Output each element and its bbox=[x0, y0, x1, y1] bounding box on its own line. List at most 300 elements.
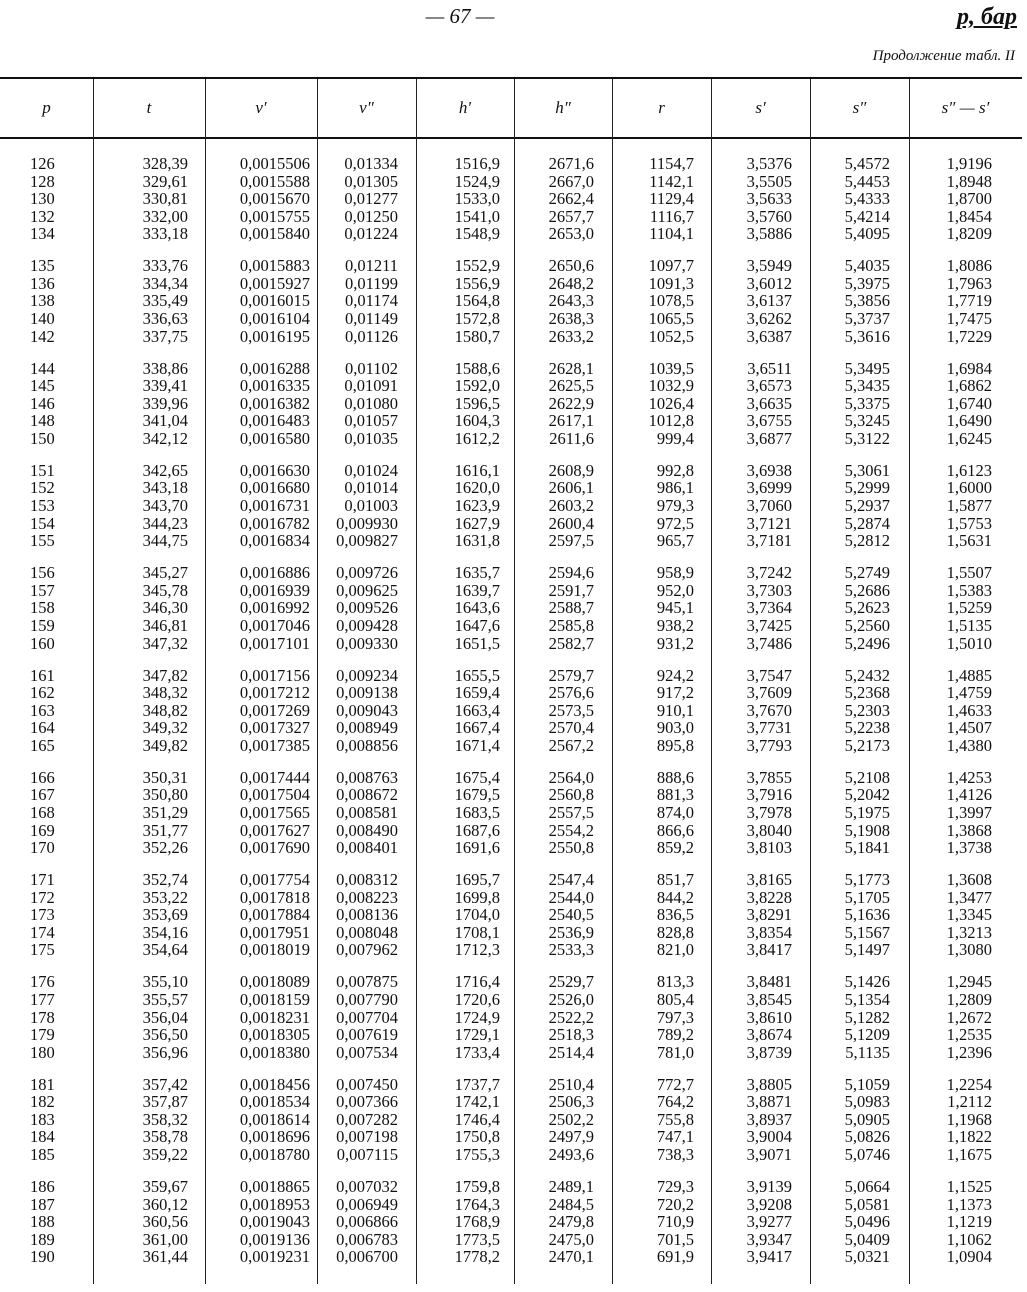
cell-s2-column bbox=[822, 1076, 890, 1164]
cell-s1-column bbox=[722, 1178, 792, 1266]
cell-h1: 1651,5 bbox=[454, 633, 500, 653]
cell-s2: 5,2623 bbox=[844, 598, 890, 618]
cell-h2: 2540,5 bbox=[548, 905, 594, 925]
cell-s2-column bbox=[822, 155, 890, 243]
cell-h1-column bbox=[428, 462, 500, 550]
cell-r: 992,8 bbox=[656, 460, 694, 480]
cell-h2: 2475,0 bbox=[548, 1229, 594, 1249]
cell-ds: 1,6245 bbox=[946, 428, 992, 448]
cell-s2: 5,1059 bbox=[844, 1074, 890, 1094]
cell-r: 965,7 bbox=[656, 531, 694, 551]
cell-r: 1052,5 bbox=[648, 326, 694, 346]
cell-r: 895,8 bbox=[656, 735, 694, 755]
cell-r: 755,8 bbox=[656, 1109, 694, 1129]
cell-v1: 0,0015927 bbox=[239, 273, 310, 293]
cell-ds: 1,6984 bbox=[946, 358, 992, 378]
cell-t: 352,74 bbox=[142, 870, 188, 890]
cell-s1: 3,9417 bbox=[746, 1247, 792, 1267]
cell-s2: 5,3616 bbox=[844, 326, 890, 346]
cell-p: 159 bbox=[30, 615, 55, 635]
cell-r: 764,2 bbox=[656, 1092, 694, 1112]
cell-r: 1039,5 bbox=[648, 358, 694, 378]
cell-s1: 3,8354 bbox=[746, 922, 792, 942]
cell-h2: 2567,2 bbox=[548, 735, 594, 755]
cell-h2-column bbox=[526, 155, 594, 243]
cell-v2: 0,009726 bbox=[336, 563, 398, 583]
cell-v1: 0,0017565 bbox=[239, 802, 310, 822]
cell-h2: 2576,6 bbox=[548, 683, 594, 703]
cell-ds: 1,0904 bbox=[946, 1247, 992, 1267]
cell-v2: 0,008949 bbox=[336, 718, 398, 738]
cell-v1: 0,0016335 bbox=[239, 376, 310, 396]
cell-s1: 3,6387 bbox=[746, 326, 792, 346]
cell-s1: 3,7731 bbox=[746, 718, 792, 738]
cell-v2: 0,007282 bbox=[336, 1109, 398, 1129]
cell-t: 350,80 bbox=[142, 785, 188, 805]
cell-h1: 1635,7 bbox=[454, 563, 500, 583]
cell-ds: 1,4759 bbox=[946, 683, 992, 703]
cell-v1: 0,0017046 bbox=[239, 615, 310, 635]
cell-p: 182 bbox=[30, 1092, 55, 1112]
column-divider bbox=[416, 79, 417, 1284]
cell-h1: 1627,9 bbox=[454, 513, 500, 533]
column-divider bbox=[93, 79, 94, 1284]
header-v2: v″ bbox=[359, 98, 374, 117]
cell-h1: 1733,4 bbox=[454, 1042, 500, 1062]
cell-t: 347,82 bbox=[142, 665, 188, 685]
cell-s1-column bbox=[722, 462, 792, 550]
cell-s2: 5,0983 bbox=[844, 1092, 890, 1112]
cell-t-column bbox=[110, 360, 188, 448]
cell-h1: 1663,4 bbox=[454, 700, 500, 720]
cell-v2-column bbox=[322, 462, 398, 550]
cell-p: 163 bbox=[30, 700, 55, 720]
cell-p: 185 bbox=[30, 1145, 55, 1165]
header-r: r bbox=[658, 98, 665, 117]
cell-t: 342,65 bbox=[142, 460, 188, 480]
cell-t: 335,49 bbox=[142, 291, 188, 311]
cell-ds: 1,7229 bbox=[946, 326, 992, 346]
cell-p: 138 bbox=[30, 291, 55, 311]
cell-ds: 1,1219 bbox=[946, 1212, 992, 1232]
cell-h2: 2560,8 bbox=[548, 785, 594, 805]
cell-p: 144 bbox=[30, 358, 55, 378]
cell-h1: 1679,5 bbox=[454, 785, 500, 805]
cell-v2: 0,007619 bbox=[336, 1025, 398, 1045]
cell-v1: 0,0017504 bbox=[239, 785, 310, 805]
cell-ds: 1,1822 bbox=[946, 1127, 992, 1147]
cell-s1: 3,7670 bbox=[746, 700, 792, 720]
cell-v1: 0,0018953 bbox=[239, 1194, 310, 1214]
cell-ds: 1,2945 bbox=[946, 972, 992, 992]
cell-s1-column bbox=[722, 871, 792, 959]
column-divider bbox=[909, 79, 910, 1284]
cell-t: 337,75 bbox=[142, 326, 188, 346]
cell-s1: 3,6137 bbox=[746, 291, 792, 311]
cell-h1: 1683,5 bbox=[454, 802, 500, 822]
cell-s2: 5,2042 bbox=[844, 785, 890, 805]
cell-h1: 1768,9 bbox=[454, 1212, 500, 1232]
cell-v1: 0,0018089 bbox=[239, 972, 310, 992]
cell-h2: 2653,0 bbox=[548, 224, 594, 244]
cell-s2: 5,1636 bbox=[844, 905, 890, 925]
cell-v2: 0,01035 bbox=[344, 428, 398, 448]
cell-t: 360,56 bbox=[142, 1212, 188, 1232]
cell-h2-column bbox=[526, 871, 594, 959]
cell-p-column bbox=[30, 462, 60, 550]
cell-v1: 0,0018231 bbox=[239, 1007, 310, 1027]
cell-h2: 2518,3 bbox=[548, 1025, 594, 1045]
cell-s1: 3,8165 bbox=[746, 870, 792, 890]
cell-s1: 3,8674 bbox=[746, 1025, 792, 1045]
cell-ds: 1,4253 bbox=[946, 767, 992, 787]
cell-h1: 1729,1 bbox=[454, 1025, 500, 1045]
cell-v1: 0,0018456 bbox=[239, 1074, 310, 1094]
cell-v2-column bbox=[322, 667, 398, 755]
cell-s2: 5,4333 bbox=[844, 189, 890, 209]
cell-t: 355,10 bbox=[142, 972, 188, 992]
cell-t: 349,32 bbox=[142, 718, 188, 738]
cell-h1: 1704,0 bbox=[454, 905, 500, 925]
cell-s1: 3,7181 bbox=[746, 531, 792, 551]
cell-r: 945,1 bbox=[656, 598, 694, 618]
cell-t: 348,82 bbox=[142, 700, 188, 720]
cell-v1: 0,0016886 bbox=[239, 563, 310, 583]
cell-h2-column bbox=[526, 667, 594, 755]
cell-s2-column bbox=[822, 973, 890, 1061]
cell-h1: 1604,3 bbox=[454, 411, 500, 431]
cell-h1: 1516,9 bbox=[454, 154, 500, 173]
cell-h1-column bbox=[428, 871, 500, 959]
cell-v1: 0,0017156 bbox=[239, 665, 310, 685]
cell-s2-column bbox=[822, 564, 890, 652]
cell-p: 190 bbox=[30, 1247, 55, 1267]
cell-v1: 0,0016580 bbox=[239, 428, 310, 448]
cell-v1: 0,0016195 bbox=[239, 326, 310, 346]
cell-s1: 3,8291 bbox=[746, 905, 792, 925]
cell-v2: 0,01102 bbox=[344, 358, 398, 378]
cell-s1: 3,6573 bbox=[746, 376, 792, 396]
cell-h1: 1737,7 bbox=[454, 1074, 500, 1094]
cell-v1: 0,0016939 bbox=[239, 580, 310, 600]
cell-v2: 0,009526 bbox=[336, 598, 398, 618]
cell-h1: 1759,8 bbox=[454, 1177, 500, 1196]
header-h2: h″ bbox=[555, 98, 571, 117]
cell-ds: 1,8086 bbox=[946, 256, 992, 276]
cell-t: 353,22 bbox=[142, 887, 188, 907]
cell-s2: 5,2560 bbox=[844, 615, 890, 635]
cell-h1-column bbox=[428, 257, 500, 345]
cell-p: 146 bbox=[30, 393, 55, 413]
cell-s1: 3,7364 bbox=[746, 598, 792, 618]
cell-ds: 1,1525 bbox=[946, 1177, 992, 1196]
cell-ds: 1,8209 bbox=[946, 224, 992, 244]
cell-s1: 3,5886 bbox=[746, 224, 792, 244]
cell-h1-column bbox=[428, 155, 500, 243]
cell-t-column bbox=[110, 871, 188, 959]
cell-t-column bbox=[110, 462, 188, 550]
cell-v2: 0,008856 bbox=[336, 735, 398, 755]
cell-h1: 1616,1 bbox=[454, 460, 500, 480]
cell-ds: 1,8700 bbox=[946, 189, 992, 209]
cell-h2: 2579,7 bbox=[548, 665, 594, 685]
cell-r: 866,6 bbox=[656, 820, 694, 840]
cell-s2-column bbox=[822, 360, 890, 448]
cell-v2: 0,009330 bbox=[336, 633, 398, 653]
cell-r: 710,9 bbox=[656, 1212, 694, 1232]
cell-h2: 2667,0 bbox=[548, 171, 594, 191]
cell-ds: 1,2672 bbox=[946, 1007, 992, 1027]
cell-s1: 3,7978 bbox=[746, 802, 792, 822]
cell-p: 142 bbox=[30, 326, 55, 346]
cell-ds: 1,9196 bbox=[946, 154, 992, 173]
cell-ds: 1,7963 bbox=[946, 273, 992, 293]
cell-s2: 5,2496 bbox=[844, 633, 890, 653]
cell-v2: 0,008136 bbox=[336, 905, 398, 925]
cell-h2: 2591,7 bbox=[548, 580, 594, 600]
cell-v1: 0,0015755 bbox=[239, 206, 310, 226]
cell-s1: 3,9347 bbox=[746, 1229, 792, 1249]
cell-s2: 5,1497 bbox=[844, 940, 890, 960]
cell-s1: 3,5949 bbox=[746, 256, 792, 276]
cell-h2: 2510,4 bbox=[548, 1074, 594, 1094]
cell-h1: 1541,0 bbox=[454, 206, 500, 226]
cell-s2: 5,1705 bbox=[844, 887, 890, 907]
table-continuation-caption: Продолжение табл. II bbox=[872, 48, 1015, 64]
cell-t: 348,32 bbox=[142, 683, 188, 703]
cell-s1: 3,7121 bbox=[746, 513, 792, 533]
cell-r: 1065,5 bbox=[648, 309, 694, 329]
cell-s2: 5,0581 bbox=[844, 1194, 890, 1214]
cell-ds: 1,3608 bbox=[946, 870, 992, 890]
cell-r: 720,2 bbox=[656, 1194, 694, 1214]
cell-t: 344,23 bbox=[142, 513, 188, 533]
cell-s1: 3,5633 bbox=[746, 189, 792, 209]
cell-p: 167 bbox=[30, 785, 55, 805]
cell-t-column bbox=[110, 1178, 188, 1266]
cell-p: 168 bbox=[30, 802, 55, 822]
cell-v2: 0,006949 bbox=[336, 1194, 398, 1214]
cell-v1: 0,0018159 bbox=[239, 989, 310, 1009]
cell-v2: 0,007198 bbox=[336, 1127, 398, 1147]
cell-s2: 5,0664 bbox=[844, 1177, 890, 1196]
cell-h2: 2625,5 bbox=[548, 376, 594, 396]
cell-t: 346,81 bbox=[142, 615, 188, 635]
cell-t: 355,57 bbox=[142, 989, 188, 1009]
cell-v1-column bbox=[212, 155, 310, 243]
cell-ds-column bbox=[922, 462, 992, 550]
cell-ds-column bbox=[922, 360, 992, 448]
cell-v1: 0,0018305 bbox=[239, 1025, 310, 1045]
cell-p: 180 bbox=[30, 1042, 55, 1062]
cell-h1: 1659,4 bbox=[454, 683, 500, 703]
cell-ds: 1,8948 bbox=[946, 171, 992, 191]
cell-ds: 1,5753 bbox=[946, 513, 992, 533]
cell-s2: 5,1975 bbox=[844, 802, 890, 822]
cell-h2: 2611,6 bbox=[549, 428, 594, 448]
cell-v2-column bbox=[322, 155, 398, 243]
cell-h2-column bbox=[526, 462, 594, 550]
cell-ds-column bbox=[922, 155, 992, 243]
cell-v2: 0,009234 bbox=[336, 665, 398, 685]
cell-v2: 0,01250 bbox=[344, 206, 398, 226]
cell-s1: 3,9071 bbox=[746, 1145, 792, 1165]
cell-t: 345,27 bbox=[142, 563, 188, 583]
cell-r: 781,0 bbox=[656, 1042, 694, 1062]
cell-h1: 1742,1 bbox=[454, 1092, 500, 1112]
cell-v2: 0,007115 bbox=[336, 1145, 398, 1165]
cell-h1: 1548,9 bbox=[454, 224, 500, 244]
cell-v2: 0,01277 bbox=[344, 189, 398, 209]
cell-r: 999,4 bbox=[656, 428, 694, 448]
cell-v1: 0,0018780 bbox=[239, 1145, 310, 1165]
cell-v2: 0,009930 bbox=[336, 513, 398, 533]
cell-s1: 3,9277 bbox=[746, 1212, 792, 1232]
cell-h1: 1564,8 bbox=[454, 291, 500, 311]
cell-p: 173 bbox=[30, 905, 55, 925]
cell-t: 354,64 bbox=[142, 940, 188, 960]
cell-ds: 1,1675 bbox=[946, 1145, 992, 1165]
cell-h1-column bbox=[428, 1178, 500, 1266]
cell-r: 888,6 bbox=[656, 767, 694, 787]
cell-s1: 3,9208 bbox=[746, 1194, 792, 1214]
cell-r: 979,3 bbox=[656, 496, 694, 516]
cell-p: 161 bbox=[30, 665, 55, 685]
cell-r: 789,2 bbox=[656, 1025, 694, 1045]
cell-r: 958,9 bbox=[656, 563, 694, 583]
cell-ds: 1,7719 bbox=[946, 291, 992, 311]
cell-r-column bbox=[626, 769, 694, 857]
cell-p-column bbox=[30, 769, 60, 857]
cell-v1: 0,0017212 bbox=[239, 683, 310, 703]
cell-v2: 0,006700 bbox=[336, 1247, 398, 1267]
cell-s1: 3,6012 bbox=[746, 273, 792, 293]
cell-v2: 0,008490 bbox=[336, 820, 398, 840]
cell-p-column bbox=[30, 257, 60, 345]
column-divider bbox=[810, 79, 811, 1284]
cell-s1: 3,7916 bbox=[746, 785, 792, 805]
cell-v2: 0,009138 bbox=[336, 683, 398, 703]
cell-v2: 0,01211 bbox=[344, 256, 398, 276]
cell-ds-column bbox=[922, 1076, 992, 1164]
cell-v1: 0,0015883 bbox=[239, 256, 310, 276]
cell-ds: 1,8454 bbox=[946, 206, 992, 226]
cell-s2-column bbox=[822, 257, 890, 345]
cell-t: 360,12 bbox=[142, 1194, 188, 1214]
cell-r: 691,9 bbox=[656, 1247, 694, 1267]
cell-s1: 3,8228 bbox=[746, 887, 792, 907]
cell-p: 155 bbox=[30, 531, 55, 551]
cell-s1-column bbox=[722, 667, 792, 755]
cell-v1-column bbox=[212, 257, 310, 345]
cell-s1: 3,8040 bbox=[746, 820, 792, 840]
cell-v1-column bbox=[212, 973, 310, 1061]
cell-t-column bbox=[110, 667, 188, 755]
cell-t-column bbox=[110, 769, 188, 857]
cell-r: 701,5 bbox=[656, 1229, 694, 1249]
cell-s2: 5,1773 bbox=[844, 870, 890, 890]
cell-p: 171 bbox=[30, 870, 55, 890]
header-t: t bbox=[146, 98, 152, 117]
cell-v1: 0,0016782 bbox=[239, 513, 310, 533]
cell-v1: 0,0016834 bbox=[239, 531, 310, 551]
cell-p: 150 bbox=[30, 428, 55, 448]
cell-ds-column bbox=[922, 257, 992, 345]
cell-h2: 2557,5 bbox=[548, 802, 594, 822]
cell-h1: 1533,0 bbox=[454, 189, 500, 209]
cell-t: 357,42 bbox=[142, 1074, 188, 1094]
cell-h2: 2470,1 bbox=[548, 1247, 594, 1267]
cell-r: 986,1 bbox=[656, 478, 694, 498]
cell-t: 351,77 bbox=[142, 820, 188, 840]
cell-h1: 1755,3 bbox=[454, 1145, 500, 1165]
cell-ds: 1,5877 bbox=[946, 496, 992, 516]
cell-s2: 5,0905 bbox=[844, 1109, 890, 1129]
cell-t-column bbox=[110, 973, 188, 1061]
cell-h2: 2547,4 bbox=[548, 870, 594, 890]
cell-s1-column bbox=[722, 257, 792, 345]
cell-t: 339,96 bbox=[142, 393, 188, 413]
cell-s2: 5,3737 bbox=[844, 309, 890, 329]
cell-s1: 3,7060 bbox=[746, 496, 792, 516]
cell-p: 145 bbox=[30, 376, 55, 396]
cell-h2: 2554,2 bbox=[548, 820, 594, 840]
cell-r-column bbox=[626, 667, 694, 755]
cell-h2-column bbox=[526, 973, 594, 1061]
cell-v2: 0,007790 bbox=[336, 989, 398, 1009]
cell-h2: 2489,1 bbox=[548, 1177, 594, 1196]
cell-v2: 0,006866 bbox=[336, 1212, 398, 1232]
cell-s2: 5,3245 bbox=[844, 411, 890, 431]
cell-h1: 1631,8 bbox=[454, 531, 500, 551]
cell-v2: 0,007366 bbox=[336, 1092, 398, 1112]
cell-v2-column bbox=[322, 1178, 398, 1266]
cell-h1: 1639,7 bbox=[454, 580, 500, 600]
cell-r: 924,2 bbox=[656, 665, 694, 685]
cell-p: 186 bbox=[30, 1177, 55, 1196]
cell-ds-column bbox=[922, 667, 992, 755]
cell-v2: 0,006783 bbox=[336, 1229, 398, 1249]
cell-p: 166 bbox=[30, 767, 55, 787]
cell-v1: 0,0017690 bbox=[239, 838, 310, 858]
cell-h1: 1620,0 bbox=[454, 478, 500, 498]
cell-h2: 2597,5 bbox=[548, 531, 594, 551]
cell-r: 1091,3 bbox=[648, 273, 694, 293]
cell-r: 972,5 bbox=[656, 513, 694, 533]
cell-r: 813,3 bbox=[656, 972, 694, 992]
cell-p: 160 bbox=[30, 633, 55, 653]
cell-ds: 1,3345 bbox=[946, 905, 992, 925]
cell-s2: 5,2173 bbox=[844, 735, 890, 755]
cell-v2: 0,01080 bbox=[344, 393, 398, 413]
cell-v1-column bbox=[212, 667, 310, 755]
cell-s1: 3,7855 bbox=[746, 767, 792, 787]
cell-s2: 5,0746 bbox=[844, 1145, 890, 1165]
cell-ds: 1,6000 bbox=[946, 478, 992, 498]
cell-p: 187 bbox=[30, 1194, 55, 1214]
cell-t: 356,96 bbox=[142, 1042, 188, 1062]
cell-v1: 0,0018696 bbox=[239, 1127, 310, 1147]
cell-v1: 0,0018380 bbox=[239, 1042, 310, 1062]
cell-s2: 5,3122 bbox=[844, 428, 890, 448]
cell-s2: 5,3975 bbox=[844, 273, 890, 293]
cell-s2: 5,0496 bbox=[844, 1212, 890, 1232]
cell-s2: 5,2874 bbox=[844, 513, 890, 533]
cell-t: 336,63 bbox=[142, 309, 188, 329]
cell-h2-column bbox=[526, 360, 594, 448]
cell-p: 188 bbox=[30, 1212, 55, 1232]
unit-label: p, бар bbox=[957, 4, 1017, 30]
